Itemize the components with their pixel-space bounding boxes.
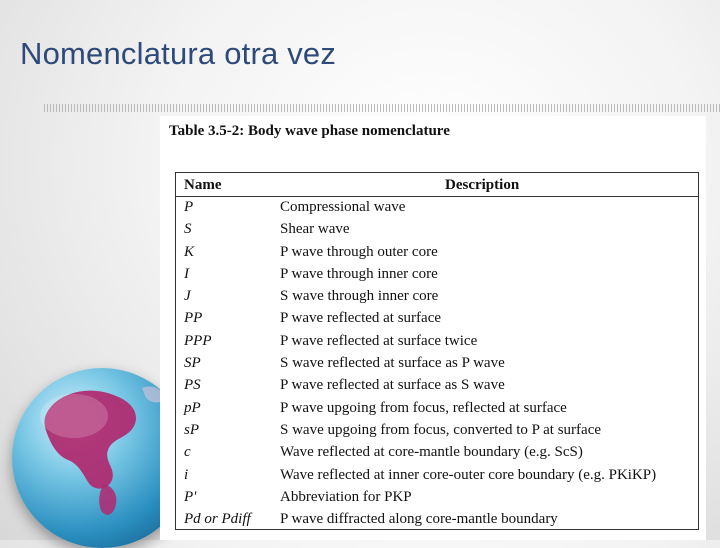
table-row: [176, 467, 698, 489]
phase-description: P wave upgoing from focus, reflected at surface: [280, 399, 567, 416]
table-caption: Table 3.5-2: Body wave phase nomenclature: [169, 123, 450, 139]
table-row: [176, 221, 698, 243]
phase-name: c: [184, 444, 191, 461]
dotted-divider: [44, 104, 720, 112]
phase-name: SP: [184, 355, 201, 372]
phase-description: S wave upgoing from focus, converted to P at surface: [280, 421, 602, 438]
nomenclature-table: [175, 172, 699, 530]
phase-description: P wave through outer core: [280, 243, 438, 260]
table-row: [176, 266, 698, 288]
phase-name: pP: [184, 399, 201, 416]
phase-name: S: [184, 221, 192, 238]
phase-name: PP: [184, 310, 203, 327]
header-divider: [176, 196, 698, 197]
table-row: [176, 422, 698, 444]
phase-description: P wave reflected at surface: [280, 310, 442, 327]
table-row: [176, 244, 698, 266]
phase-name: sP: [184, 421, 199, 438]
table-row: [176, 511, 698, 533]
table-row: [176, 355, 698, 377]
table-row: [176, 199, 698, 221]
slide-title: Nomenclatura otra vez: [20, 36, 337, 71]
phase-description: S wave reflected at surface as P wave: [280, 355, 505, 372]
phase-description: Wave reflected at core-mantle boundary (e.g. ScS): [280, 444, 583, 461]
phase-name: P: [184, 199, 194, 215]
table-row: [176, 444, 698, 466]
table-row: [176, 489, 698, 511]
phase-description: P wave reflected at surface twice: [280, 332, 478, 349]
table-panel: [160, 116, 706, 540]
phase-description: P wave diffracted along core-mantle boundary: [280, 511, 558, 528]
phase-name: P': [184, 488, 197, 505]
phase-name: Pd or Pdiff: [184, 511, 251, 528]
phase-description: P wave through inner core: [280, 265, 438, 282]
phase-name: J: [184, 288, 191, 305]
phase-description: Compressional wave: [280, 199, 406, 215]
phase-name: i: [184, 466, 189, 483]
table-row: [176, 310, 698, 332]
table-row: [176, 400, 698, 422]
table-row: [176, 377, 698, 399]
table-row: [176, 333, 698, 355]
phase-description: P wave reflected at surface as S wave: [280, 377, 505, 394]
table-row: [176, 288, 698, 310]
table-body: [176, 199, 698, 533]
phase-description: Shear wave: [280, 221, 350, 238]
phase-description: Abbreviation for PKP: [280, 488, 412, 505]
column-header-name: Name: [184, 177, 222, 193]
phase-description: Wave reflected at inner core-outer core boundary (e.g. PKiKP): [280, 466, 657, 483]
column-header-description: Description: [445, 177, 520, 193]
phase-name: PS: [184, 377, 201, 394]
phase-description: S wave through inner core: [280, 288, 439, 305]
phase-name: I: [184, 265, 189, 282]
phase-name: K: [184, 243, 195, 260]
phase-name: PPP: [184, 332, 212, 349]
